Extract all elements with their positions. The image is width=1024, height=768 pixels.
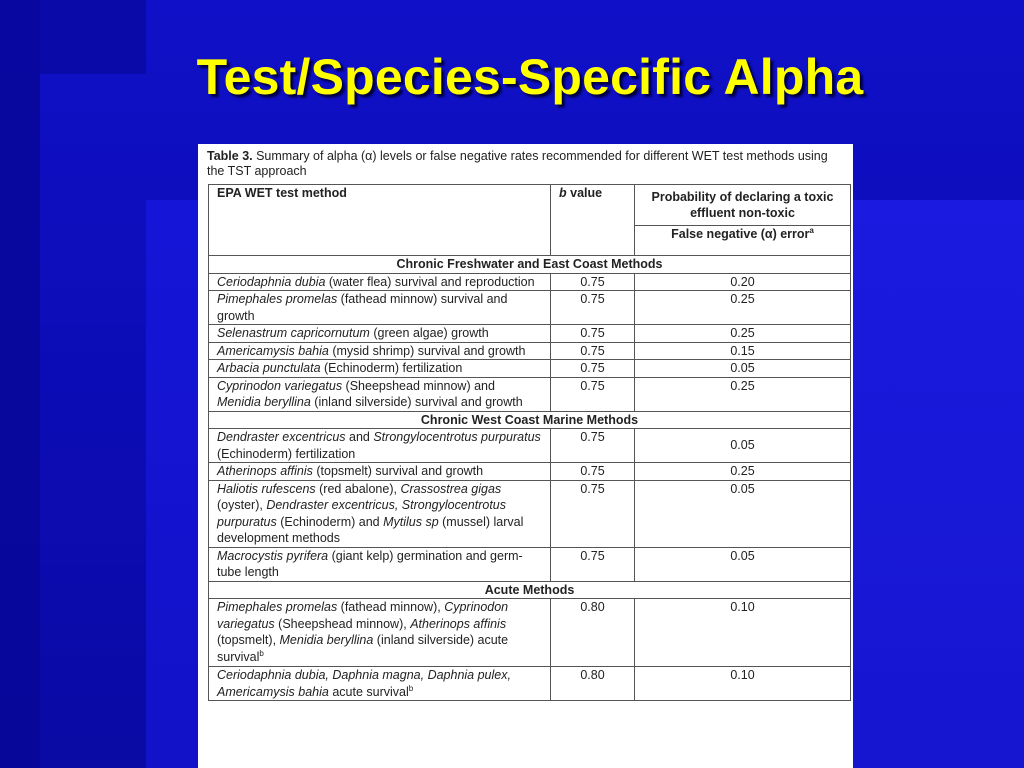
species-name: Cyprinodon variegatus [217, 378, 343, 393]
species-name: Menidia beryllina [279, 633, 374, 647]
alpha-cell: 0.25 [635, 291, 851, 325]
wet-alpha-table [208, 184, 851, 701]
alpha-cell: 0.10 [635, 667, 851, 701]
table-caption-text: Summary of alpha (α) levels or false negative rates recommended for different WET test methods using the TST approach [207, 149, 828, 178]
method-text: (Sheepshead minnow), [274, 616, 411, 631]
method-cell [209, 273, 551, 291]
method-text: (Echinoderm) fertilization [217, 446, 356, 461]
background-block-left [146, 200, 198, 768]
table-row [209, 599, 851, 667]
method-text: (oyster), [217, 498, 267, 512]
species-name: Macrocystis pyrifera [217, 548, 329, 563]
header-b-rest: value [566, 186, 603, 200]
header-probability: Probability of declaring a toxic effluent non-toxic [635, 185, 851, 226]
method-cell [209, 325, 551, 343]
background-band-left [0, 0, 40, 768]
table-row [209, 377, 851, 411]
b-value-cell: 0.75 [551, 325, 635, 343]
method-text: (giant kelp) germination and germ-tube length [217, 548, 523, 579]
species-name: Pimephales promelas [217, 600, 338, 614]
method-text: (fathead minnow), [337, 600, 445, 614]
section-row [209, 256, 851, 274]
method-text: (inland silverside) acute survival [217, 633, 509, 664]
species-name: Haliotis rufescens [217, 481, 316, 496]
table-document-image [198, 144, 853, 768]
method-text: acute survival [328, 684, 409, 699]
species-name: Atherinops affinis [410, 616, 507, 631]
header-false-negative-text: False negative (α) error [671, 227, 810, 242]
alpha-cell: 0.05 [635, 480, 851, 547]
header-false-negative-sup: a [809, 225, 814, 235]
method-cell [209, 463, 551, 481]
slide-title: Test/Species-Specific Alpha [196, 49, 864, 105]
table-row [209, 463, 851, 481]
alpha-cell: 0.20 [635, 273, 851, 291]
b-value-cell: 0.80 [551, 599, 635, 667]
section-row [209, 581, 851, 599]
table-row [209, 325, 851, 343]
table-body [209, 256, 851, 701]
table-row [209, 342, 851, 360]
background-block-right [852, 200, 1024, 768]
method-text: (fathead minnow) survival and growth [217, 292, 508, 323]
table-caption-label: Table 3. [207, 149, 253, 163]
method-text: (topsmelt), [217, 633, 280, 647]
table-row [209, 547, 851, 581]
table-row [209, 429, 851, 463]
species-name: Dendraster excentricus, Strongylocentrotus purpuratus [217, 498, 507, 529]
method-text: (water flea) survival and reproduction [325, 274, 535, 289]
b-value-cell: 0.75 [551, 377, 635, 411]
table-caption [207, 149, 837, 179]
header-b-value [551, 185, 635, 256]
table-row [209, 480, 851, 547]
footnote-marker: b [259, 648, 264, 658]
method-cell [209, 599, 551, 667]
alpha-cell: 0.05 [635, 547, 851, 581]
species-name: Menidia beryllina [217, 395, 311, 409]
method-text: (mussel) larval development methods [217, 514, 524, 545]
table-row [209, 667, 851, 701]
method-cell [209, 547, 551, 581]
b-value-cell: 0.75 [551, 547, 635, 581]
method-cell [209, 360, 551, 378]
alpha-cell: 0.10 [635, 599, 851, 667]
table-row [209, 273, 851, 291]
method-cell [209, 667, 551, 701]
species-name: Dendraster excentricus [217, 430, 346, 444]
method-text: (Echinoderm) and [276, 514, 384, 529]
species-name: Cyprinodon variegatus [217, 600, 509, 631]
b-value-cell: 0.75 [551, 463, 635, 481]
alpha-cell: 0.05 [635, 429, 851, 463]
header-false-negative [635, 226, 851, 256]
method-text: (Echinoderm) fertilization [320, 361, 463, 375]
alpha-cell: 0.25 [635, 377, 851, 411]
table-row [209, 291, 851, 325]
species-name: Arbacia punctulata [217, 361, 321, 375]
method-text: (topsmelt) survival and growth [312, 464, 484, 478]
method-text: (inland silverside) survival and growth [310, 395, 523, 409]
header-method: EPA WET test method [209, 185, 551, 256]
section-row [209, 411, 851, 429]
section-title: Chronic West Coast Marine Methods [209, 411, 851, 429]
header-b-italic: b [559, 186, 567, 200]
alpha-cell: 0.25 [635, 325, 851, 343]
section-title: Chronic Freshwater and East Coast Methods [209, 256, 851, 274]
alpha-cell: 0.05 [635, 360, 851, 378]
b-value-cell: 0.75 [551, 342, 635, 360]
method-text: (green algae) growth [369, 326, 489, 340]
species-name: Crassostrea gigas [400, 481, 502, 496]
species-name: Strongylocentrotus purpuratus [373, 430, 541, 444]
method-cell [209, 291, 551, 325]
b-value-cell: 0.75 [551, 291, 635, 325]
method-cell [209, 342, 551, 360]
b-value-cell: 0.75 [551, 360, 635, 378]
method-text: and [345, 430, 374, 444]
table-row [209, 360, 851, 378]
species-name: Mytilus sp [383, 514, 439, 529]
b-value-cell: 0.75 [551, 480, 635, 547]
b-value-cell: 0.75 [551, 429, 635, 463]
table-header-row-1 [209, 185, 851, 226]
section-title: Acute Methods [209, 581, 851, 599]
species-name: Atherinops affinis [217, 464, 313, 478]
footnote-marker: b [408, 683, 414, 693]
method-cell [209, 429, 551, 463]
method-text: (Sheepshead minnow) and [342, 378, 495, 393]
method-text: (red abalone), [315, 481, 401, 496]
species-name: Ceriodaphnia dubia, Daphnia magna, Daphnia pulex, Americamysis bahia [217, 668, 511, 699]
method-cell [209, 480, 551, 547]
species-name: Selenastrum capricornutum [217, 326, 370, 340]
species-name: Americamysis bahia [217, 343, 329, 358]
b-value-cell: 0.75 [551, 273, 635, 291]
b-value-cell: 0.80 [551, 667, 635, 701]
method-text: (mysid shrimp) survival and growth [328, 343, 526, 358]
alpha-cell: 0.25 [635, 463, 851, 481]
alpha-cell: 0.15 [635, 342, 851, 360]
species-name: Ceriodaphnia dubia [217, 274, 326, 289]
method-cell [209, 377, 551, 411]
species-name: Pimephales promelas [217, 292, 338, 306]
